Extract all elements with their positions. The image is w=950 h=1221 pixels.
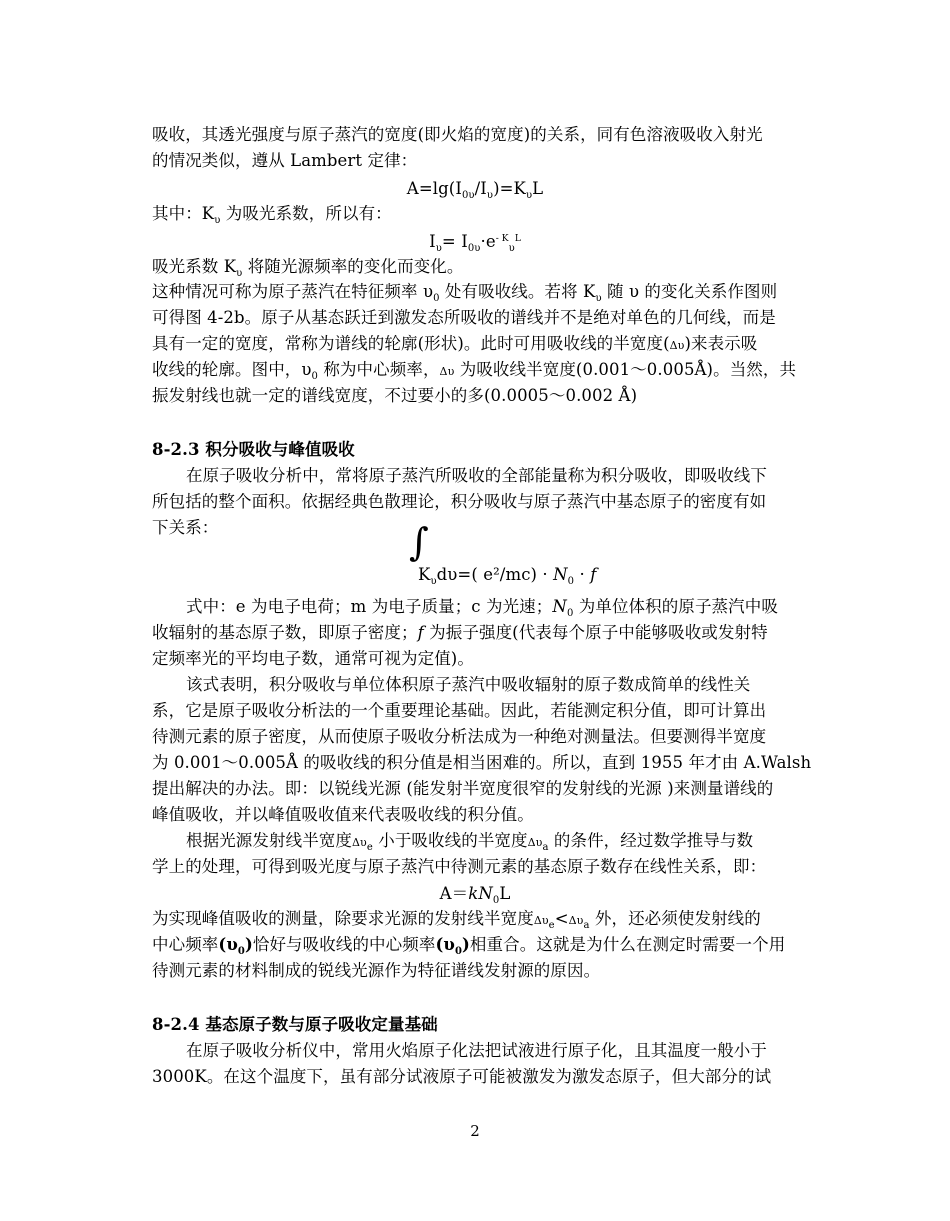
paragraph-line: 根据光源发射线半宽度$\Delta\upsilon_e$ 小于吸收线的半宽度$\Delta\upsilon_a$ 的条件，经过数学推导与数 [186, 831, 754, 853]
paragraph-line: 在原子吸收分析仪中，常用火焰原子化法把试液进行原子化，且其温度一般小于 [186, 1041, 767, 1060]
equation-peak: $A=kN_0L$ [439, 884, 511, 906]
paragraph-line: 收辐射的基态原子数，即原子密度；f 为振子强度(代表每个原子中能够吸收或发射特 [152, 623, 768, 642]
paragraph-line: 系，它是原子吸收分析法的一个重要理论基础。因此，若能测定积分值，即可计算出 [152, 701, 767, 720]
paragraph-line: 在原子吸收分析中，常将原子蒸汽所吸收的全部能量称为积分吸收，即吸收线下 [186, 466, 767, 485]
paragraph-line: 为 0.001～0.005Å 的吸收线的积分值是相当困难的。所以，直到 1955 年才由 A.Walsh [152, 753, 812, 772]
paragraph-line: 可得图 4-2b。原子从基态跃迁到激发态所吸收的谱线并不是绝对单色的几何线，而是 [152, 308, 776, 327]
equation-lambert: $A=\lg(I_{0\upsilon}/I_\upsilon)=K_\upsilon L$ [406, 179, 544, 201]
paragraph-line: 待测元素的材料制成的锐线光源作为特征谱线发射源的原因。 [152, 961, 601, 980]
paragraph-line: 吸光系数 $K_\upsilon$ 将随光源频率的变化而变化。 [152, 257, 464, 279]
paragraph-line: 收线的轮廓。图中，$\upsilon_0$ 称为中心频率，Δυ 为吸收线半宽度(0.001～0.005Å)。当然，共 [152, 360, 797, 382]
integral-symbol: ∫ [409, 520, 429, 564]
paragraph-line: 其中：$K_\upsilon$ 为吸光系数，所以有： [152, 204, 392, 226]
paragraph-line: 式中：e 为电子电荷；m 为电子质量；c 为光速；$N_0$ 为单位体积的原子蒸汽中吸 [186, 597, 778, 619]
paragraph-line: 学上的处理，可得到吸光度与原子蒸汽中待测元素的基态原子数存在线性关系，即： [152, 857, 767, 876]
paragraph-line: 提出解决的办法。即：以锐线光源 (能发射半宽度很窄的发射线的光源 )来测量谱线的 [152, 779, 774, 798]
paragraph-line: 中心频率$(\upsilon_0)$恰好与吸收线的中心频率$(\upsilon_0)$相重合。这就是为什么在测定时需要一个用 [152, 935, 786, 957]
paragraph-line: 这种情况可称为原子蒸汽在特征频率 $\upsilon_0$ 处有吸收线。若将 $K_\upsilon$ 随 υ 的变化关系作图则 [152, 282, 778, 304]
paragraph-line: 该式表明，积分吸收与单位体积原子蒸汽中吸收辐射的原子数成简单的线性关 [186, 675, 751, 694]
equation-intensity: $I_\upsilon= I_{0\upsilon}\cdot e^{- K}_\upsilon^L$ [429, 232, 521, 254]
paragraph-line: 待测元素的原子密度，从而使原子吸收分析法成为一种绝对测量法。但要测得半宽度 [152, 727, 767, 746]
paragraph-line: 所包括的整个面积。依据经典色散理论，积分吸收与原子蒸汽中基态原子的密度有如 [152, 492, 767, 511]
section-heading: 8-2.3 积分吸收与峰值吸收 [152, 440, 355, 459]
paragraph-line: 振发射线也就一定的谱线宽度，不过要小的多(0.0005～0.002 Å) [152, 386, 638, 405]
equation-integral: $K_\upsilon d\upsilon=$( $e^2/mc) \cdot N_0 \cdot f$ [418, 565, 597, 587]
paragraph-line: 3000K。在这个温度下，虽有部分试液原子可能被激发为激发态原子，但大部分的试 [152, 1067, 772, 1086]
section-heading: 8-2.4 基态原子数与原子吸收定量基础 [152, 1015, 438, 1034]
paragraph-line: 峰值吸收，并以峰值吸收值来代表吸收线的积分值。 [152, 805, 534, 824]
paragraph-line: 的情况类似，遵从 Lambert 定律： [152, 151, 418, 170]
paragraph-line: 吸收，其透光强度与原子蒸汽的宽度(即火焰的宽度)的关系，同有色溶液吸收入射光 [152, 125, 763, 144]
paragraph-line: 具有一定的宽度，常称为谱线的轮廓(形状)。此时可用吸收线的半宽度(Δυ)来表示吸 [152, 334, 758, 353]
paragraph-line: 定频率光的平均电子数，通常可视为定值)。 [152, 649, 474, 668]
page-number: 2 [470, 1122, 480, 1140]
paragraph-line: 下关系： [152, 518, 219, 537]
paragraph-line: 为实现峰值吸收的测量，除要求光源的发射线半宽度$\Delta\upsilon_e<\Delta\upsilon_a$ 外，还必须使发射线的 [152, 909, 761, 931]
